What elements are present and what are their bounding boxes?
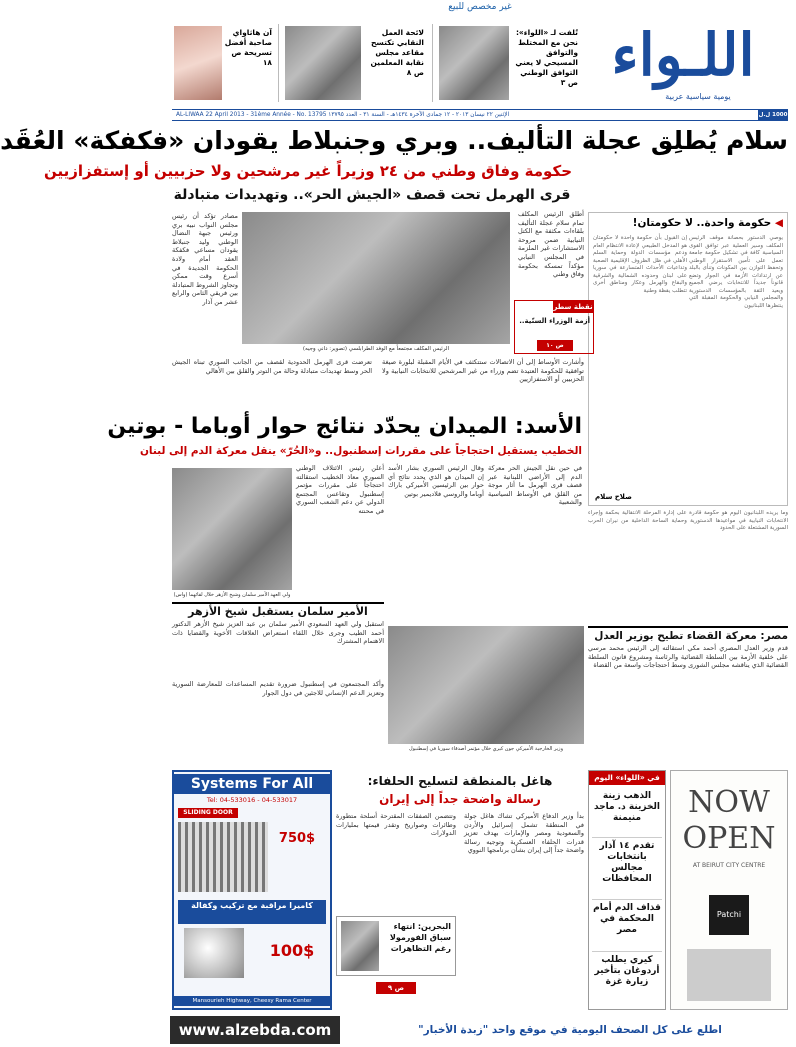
today-item-2[interactable]: تقدم ١٤ آذار بانتخابات مجالس المحافظات — [592, 837, 662, 893]
iran-story-col-1: بدأ وزير الدفاع الأميركي تشاك هاغل جولة في المنطقة تشمل إسرائيل والأردن والسعودية ومصر والإمارات بهدف تعزيز قدرات الحلفاء العسكرية وتوجيه رسالة واضحة جداً إلى إيران بشأن برنامجها النووي — [464, 812, 584, 855]
egypt-title[interactable]: مصر: معركة القضاء تطيح بوزير العدل — [588, 626, 788, 642]
masthead-logo-block — [588, 20, 788, 108]
main-story-continuation: وأشارت الأوساط إلى أن الاتصالات ستتكثف في الأيام المقبلة لبلورة صيغة توافقية للحكومة العتيدة تضم وزراء من غير المرشحين للانتخابات النيابية ولا الحزبيين أو الاستفزازيين — [382, 358, 584, 384]
footer — [164, 1014, 796, 1047]
ad-systems-price1: 750$ — [278, 831, 316, 846]
iran-title-2[interactable]: رسالة واضحة جداً إلى إيران — [379, 792, 541, 806]
hermel-story: تعرضت قرى الهرمل الحدودية لقصف من الجانب السوري تبناه الجيش الحر وسط تهديدات متبادلة وحالة من التوتر والقلق بين الأهالي — [172, 358, 372, 375]
ad-patchi-now: NOW — [688, 785, 770, 820]
ad-systems-brand: Systems For All — [174, 774, 330, 794]
second-subheadline[interactable]: الخطيب يستقيل احتجاجاً على مقررات إسطنبول.. و«الحُرّ» ينقل معركة الدم إلى لبنان — [139, 445, 582, 457]
bahrain-photo — [341, 921, 379, 971]
kerry-photo-caption: وزير الخارجية الأميركي جون كيري خلال مؤتمر أصدقاء سوريا في إسطنبول — [409, 746, 563, 752]
ad-patchi-brand: Patchi — [709, 895, 749, 935]
egypt-story: قدم وزير العدل المصري أحمد مكي استقالته إلى الرئيس محمد مرسي على خلفية الأزمة بين السلطة القضائية والرئاسة ومشروع قانون السلطة القضائية الذي يناقشه مجلس الشورى وسط احتجاجات واسعة من القضاة — [588, 644, 788, 670]
ad-systems-item1: SLIDING DOOR — [178, 808, 238, 818]
azhar-title[interactable]: الأمير سلمان يستقبل شيخ الأزهر — [172, 602, 384, 618]
bahrain-text: البحرين: انتهاء سباق الفورمولا رغم التظاهرات — [389, 922, 451, 953]
editorial-continuation: وما يريده اللبنانيون اليوم هو حكومة قادرة على إدارة المرحلة الانتقالية بحكمة وإجراء الانتخابات النيابية في مواعيدها الدستورية وحماية الساحة الداخلية من نيران الحرب السورية المشتعلة على الحدود — [588, 510, 788, 531]
editorial-author: صلاح سلام — [595, 493, 632, 501]
ad-systems-phone: Tel: 04-533016 - 04-533017 — [206, 796, 298, 804]
ad-patchi-image — [687, 949, 771, 1001]
editorial-col-1: يوصي الدستور بحصانة موقف الرئيس المكلف وسير العملية عبر توافق القوى السياسية كافة في تشكيل حكومة جامعة تعمل على تأمين الاستقرار الوطني وتحفظ التوازن بين المكونات وتنأى بالبلد عن ارتدادات الأزمة في الجوار وتضع قانوناً جديداً للانتخابات يرضي الجميع ويعيد الثقة بالمؤسسات الدستورية والمجلس النيابي والحكومة المقبلة التي ينتظرها اللبنانيون — [689, 235, 783, 309]
teaser-3[interactable] — [172, 24, 274, 102]
ad-systems-price2: 100$ — [269, 941, 315, 960]
second-story-col-2: وقال الرئيس السوري بشار الأسد إن الميدان هو الذي يحدد نتائج أي حوار بين الرئيسين الأميركي باراك أوباما والروسي فلاديمير بوتين — [388, 464, 484, 498]
dateline: AL-LIWAA 22 April 2013 - 31ème Année - No. 13795 الإثنين ٢٢ نيسان ٢٠١٣ - ١٢ جمادى الآخرة ١٤٣٤هـ - السنة ٣١ - العدد ١٣٧٩٥ — [172, 109, 788, 121]
sliding-door-image — [178, 822, 268, 892]
price-badge: 1000 ل.ل — [758, 109, 788, 121]
main-story-col-right: أطلق الرئيس المكلف تمام سلام عجلة التأليف بلقاءات مكثفة مع الكتل النيابية ضمن مروحة الاستشارات غير الملزمة في المجلس النيابي مؤكداً تمسكه بحكومة وفاق وطني — [518, 210, 584, 279]
main-subheadline-1[interactable]: حكومة وفاق وطني من ٢٤ وزيراً غير مرشحين ولا حزبيين أو إستفزازيين — [43, 162, 572, 180]
logo: اللـواء — [611, 21, 755, 89]
azhar-photo-caption: ولي العهد الأمير سلمان وشيخ الأزهر خلال لقائهما (واس) — [173, 592, 291, 598]
editorial-box — [588, 212, 788, 506]
today-header: في «اللواء» اليوم — [589, 771, 665, 785]
iran-section — [336, 770, 584, 1010]
footer-note: اطلع على كل الصحف اليومية في موقع واحد "زبدة الأخبار" — [418, 1024, 722, 1036]
main-story-col-left: مصادر تؤكد أن رئيس مجلس النواب نبيه بري ورئيس جبهة النضال الوطني وليد جنبلاط يقودان مساعي فكفكة العقد أمام ولادة الحكومة الجديدة في أسرع وقت ممكن وتجاوز الشروط المتبادلة بين فريقي الثامن والرابع عشر من آذار — [172, 212, 238, 306]
today-box — [588, 770, 666, 1010]
camera-icon — [184, 928, 244, 978]
top-note: غير مخصص للبيع — [448, 2, 512, 12]
second-story-col-3: في حين نقل الجيش الحر معركة الدم إلى الأراضي اللبنانية عبر قصف قرى الهرمل ما أثار موجة من القلق في الأوساط السياسية والشعبية — [488, 464, 582, 507]
teaser-1-photo — [439, 26, 509, 100]
today-item-3[interactable]: قذاف الدم أمام المحكمة في مصر — [592, 899, 662, 945]
ad-patchi-open: OPEN — [682, 821, 776, 856]
today-item-4[interactable]: كيري يطلب أردوغان بتأخير زيارة غزة — [592, 951, 662, 1007]
main-subheadline-2[interactable]: قرى الهرمل تحت قصف «الجيش الحر».. وتهديدات متبادلة — [173, 187, 571, 203]
azhar-photo — [172, 468, 292, 590]
ad-systems-item2: كاميرا مراقبة مع تركيب وكفالة — [178, 900, 326, 924]
second-story-continuation: وأكد المجتمعون في إسطنبول ضرورة تقديم المساعدات للمعارضة السورية وتعزيز الدعم الإنساني للاجئين في دول الجوار — [172, 680, 384, 697]
main-photo — [242, 212, 510, 344]
second-headline[interactable]: الأسد: الميدان يحدّد نتائج حوار أوباما - بوتين — [107, 414, 582, 439]
second-story-col-1: أعلن رئيس الائتلاف الوطني السوري معاذ الخطيب استقالته احتجاجاً على مقررات مؤتمر إسطنبول وتقاعس المجتمع الدولي عن دعم الشعب السوري في محنته — [296, 464, 384, 515]
main-headline[interactable]: سلام يُطلِق عجلة التأليف.. وبري وجنبلاط يقودان «فكفكة» العُقَد — [0, 126, 788, 155]
teaser-2-text: لائحة العمل النقابي تكتسح مقاعد مجلس نقابة المعلمين ص ٨ — [370, 28, 424, 77]
azhar-story: استقبل ولي العهد السعودي الأمير سلمان بن عبد العزيز شيخ الأزهر الدكتور أحمد الطيب وجرى خلال اللقاء استعراض العلاقات الأخوية والقضايا ذات الاهتمام المشترك — [172, 620, 384, 646]
today-item-1[interactable]: الذهب زينة الخزينة د. ماجد منيمنة — [593, 791, 660, 823]
kerry-photo — [388, 626, 584, 744]
teaser-3-photo — [174, 26, 222, 100]
ad-patchi[interactable] — [670, 770, 788, 1010]
editorial-bullet-icon: ◀ — [774, 217, 783, 229]
editorial-title-text: حكومة واحدة.. لا حكومتان! — [632, 217, 772, 229]
iran-title-1[interactable]: هاغل بالمنطقة لتسليح الحلفاء: — [367, 774, 553, 788]
editorial-col-2: إن القبول بأن حكومة واحدة لا حكومتان هو المدخل الطبيعي لإعادة الانتظام العام ودعم مؤسسات الدولة وحماية السلم الأهلي في ظل الظروف الإقليمية الصعبة وتداعيات الأحداث المتسارعة في سوريا على لبنان وحدوده الشمالية والشرقية والبقاع والهرمل وعكار ومناطق أخرى تتطلب يقظة وطنية — [593, 235, 687, 294]
teaser-3-text: آن هاثاواي صاحبة أفضل تسريحة ص ١٨ — [224, 28, 272, 67]
iran-story-col-2: وتتضمن الصفقات المقترحة أسلحة متطورة وطائرات وصواريخ وتقدر قيمتها بمليارات الدولارات — [336, 812, 456, 838]
main-photo-caption: الرئيس المكلف مجتمعاً مع الوفد الطرابلسي (تصوير: داني وجيه) — [302, 346, 450, 352]
ad-systems-footer: Mansourieh Highway, Cheesy Rama Center — [174, 996, 330, 1006]
nuqta-page-ref: ص ١٠ — [537, 340, 573, 351]
teaser-2-photo — [285, 26, 361, 100]
iran-page-ref: ص ٩ — [376, 982, 416, 994]
editorial-title[interactable] — [593, 215, 783, 231]
bahrain-box[interactable] — [336, 916, 456, 976]
tagline: يومية سياسية عربية — [665, 92, 731, 101]
ad-patchi-location: AT BEIRUT CITY CENTRE — [692, 862, 766, 869]
teaser-1-text: تُلفت لـ «اللواء»: نحن مع المختلط والتوافق المسيحي لا يعني التوافق الوطني ص ٣ — [515, 28, 578, 87]
ad-systems[interactable] — [172, 770, 332, 1010]
teaser-row — [172, 24, 582, 104]
nuqta-text: أزمة الوزراء السنّية.. — [519, 317, 590, 325]
teaser-1[interactable] — [432, 24, 582, 102]
teaser-2[interactable] — [278, 24, 428, 102]
nuqta-badge: نقطة سطر — [553, 303, 593, 311]
nuqta-box[interactable] — [514, 300, 594, 354]
footer-site-link[interactable]: www.alzebda.com — [170, 1016, 340, 1044]
